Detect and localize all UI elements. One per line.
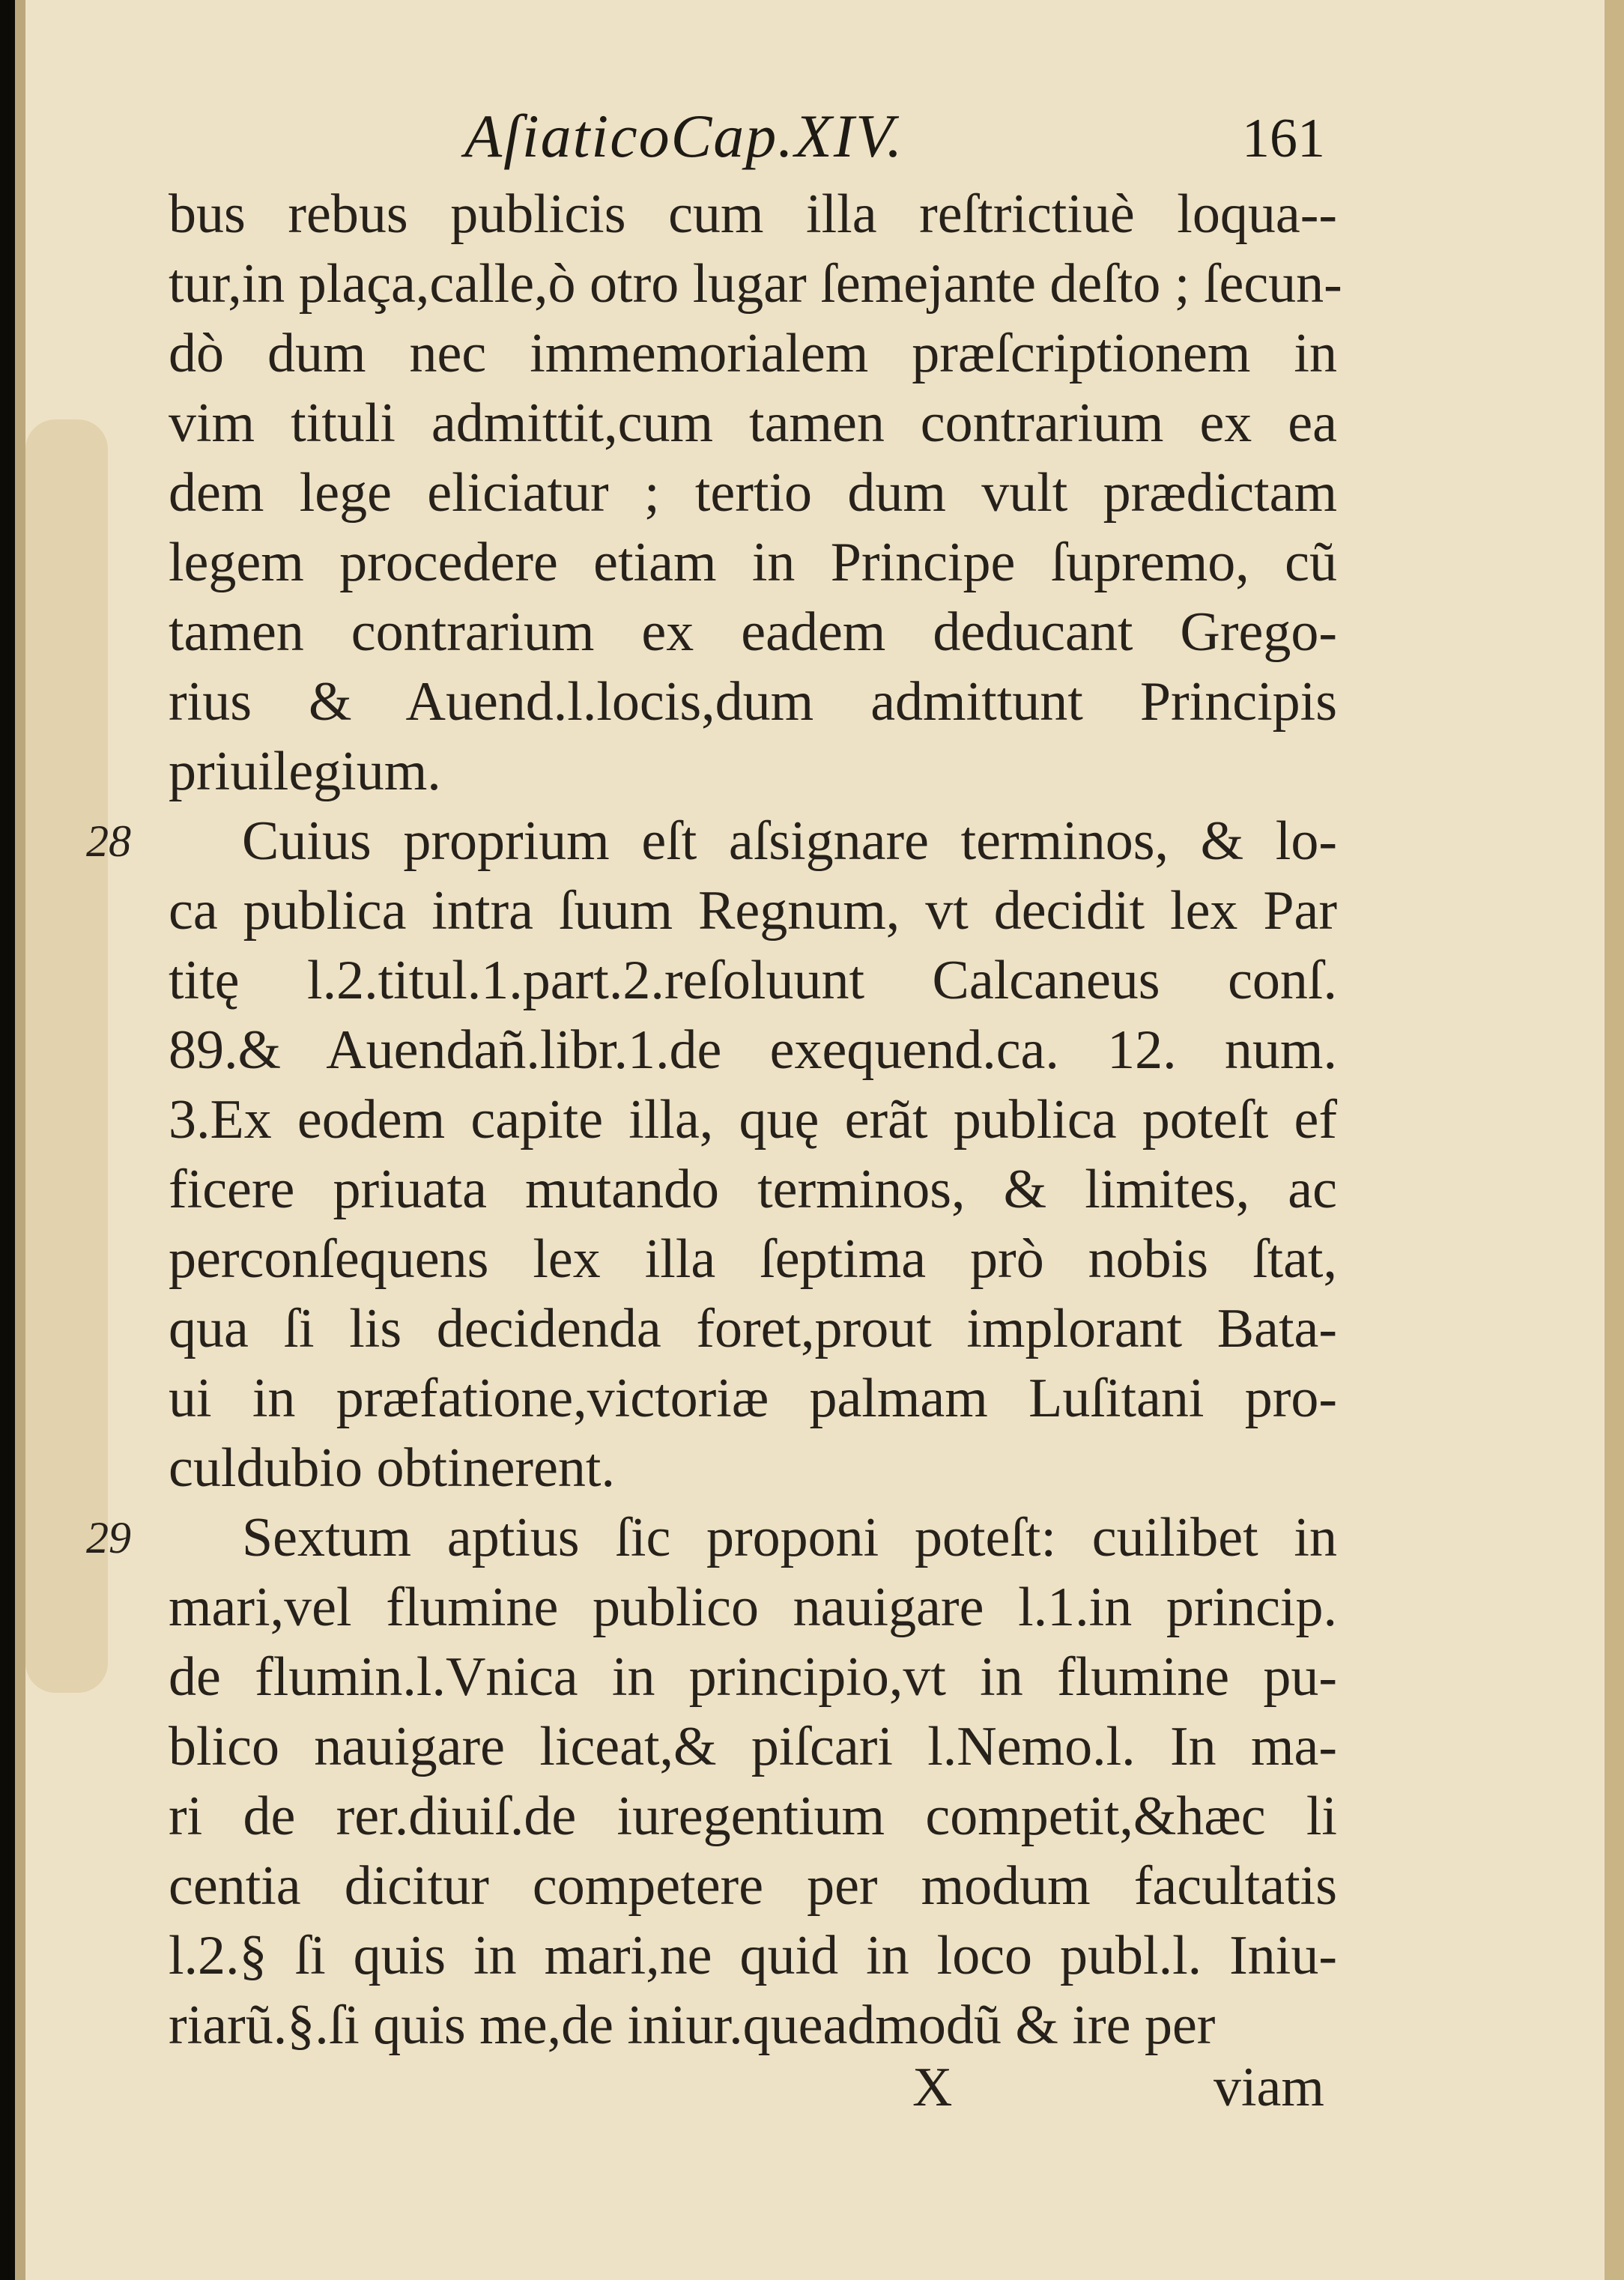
line-text: de flumin.l.Vnica in principio,vt in flumine pu- xyxy=(169,1646,1337,1708)
text-line xyxy=(169,1921,1337,1991)
line-text: blico nauigare liceat,& piſcari l.Nemo.l. In ma- xyxy=(169,1716,1337,1777)
text-line xyxy=(169,1434,1337,1503)
line-text: riarũ.§.ſi quis me,de iniur.queadmodũ & ire per xyxy=(169,1995,1216,2056)
text-line xyxy=(169,667,1337,737)
page-left-edge xyxy=(15,0,25,2280)
line-text: vim tituli admittit,cum tamen contrarium ex ea xyxy=(169,392,1337,454)
line-text: mari,vel flumine publico nauigare l.1.in princip. xyxy=(169,1577,1337,1638)
running-head: AſiaticoCap.XIV. xyxy=(464,102,904,170)
text-line xyxy=(169,1364,1337,1434)
text-line xyxy=(169,1016,1337,1085)
text-line xyxy=(169,737,1337,807)
text-line xyxy=(169,528,1337,598)
text-line xyxy=(169,1294,1337,1364)
line-text: tamen contrarium ex eadem deducant Grego- xyxy=(169,601,1337,663)
marginal-number: 29 xyxy=(86,1513,131,1562)
line-text: culdubio obtinerent. xyxy=(169,1437,615,1499)
text-line xyxy=(169,1085,1337,1155)
line-text: ri de rer.diuiſ.de iuregentium competit,&hæc li xyxy=(169,1786,1337,1847)
text-line xyxy=(169,458,1337,528)
text-line xyxy=(169,1712,1337,1782)
signature-mark: X xyxy=(912,2057,953,2118)
text-line xyxy=(86,1503,1337,1573)
page-footer xyxy=(15,2056,1624,2131)
line-text: qua ſi lis decidenda foret,prout implorant Bata- xyxy=(169,1298,1337,1359)
line-text: perconſequens lex illa ſeptima prò nobis ſtat, xyxy=(169,1228,1337,1290)
text-line xyxy=(169,1991,1337,2061)
line-text: centia dicitur competere per modum facultatis xyxy=(169,1855,1337,1917)
line-text: bus rebus publicis cum illa reſtrictiuè loqua-- xyxy=(169,184,1337,245)
line-text: Sextum aptius ſic proponi poteſt: cuilibet in xyxy=(242,1507,1337,1568)
line-text: ficere priuata mutando terminos, & limites, ac xyxy=(169,1159,1337,1220)
text-line xyxy=(169,180,1337,249)
page-stain xyxy=(25,419,108,1693)
line-text: 3.Ex eodem capite illa, quę erãt publica poteſt ef xyxy=(169,1089,1337,1150)
line-text: rius & Auend.l.locis,dum admittunt Principis xyxy=(169,671,1337,733)
line-text: dò dum nec immemorialem præſcriptionem in xyxy=(169,323,1337,384)
line-text: l.2.§ ſi quis in mari,ne quid in loco publ.l. Iniu- xyxy=(169,1925,1337,1986)
catchword: viam xyxy=(1214,2057,1324,2118)
text-line xyxy=(169,1643,1337,1712)
line-text: legem procedere etiam in Principe ſupremo, cũ xyxy=(169,532,1337,593)
text-line xyxy=(169,1573,1337,1643)
line-text: ui in præfatione,victoriæ palmam Luſitani pro- xyxy=(169,1368,1337,1429)
page-right-edge xyxy=(1605,0,1624,2280)
line-text: ca publica intra ſuum Regnum, vt decidit lex Par xyxy=(169,880,1337,942)
line-text: priuilegium. xyxy=(169,741,441,802)
folio-number: 161 xyxy=(1242,108,1325,169)
page-header xyxy=(15,94,1624,176)
line-text: 89.& Auendañ.libr.1.de exequend.ca. 12. num. xyxy=(169,1019,1337,1081)
text-line xyxy=(169,876,1337,946)
line-text: tur,in plaça,calle,ò otro lugar ſemejante deſto ; ſecun- xyxy=(169,253,1342,315)
text-line xyxy=(86,807,1337,876)
text-line xyxy=(169,946,1337,1016)
text-line xyxy=(169,1782,1337,1852)
line-text: dem lege eliciatur ; tertio dum vult prædictam xyxy=(169,462,1337,524)
text-line xyxy=(169,1852,1337,1921)
text-line xyxy=(169,1155,1337,1225)
text-block xyxy=(86,180,1342,2061)
marginal-number: 28 xyxy=(86,816,131,866)
line-text: Cuius proprium eſt aſsignare terminos, & lo- xyxy=(242,810,1337,872)
text-line xyxy=(169,598,1337,667)
text-line xyxy=(169,389,1337,458)
line-text: titę l.2.titul.1.part.2.reſoluunt Calcaneus conſ. xyxy=(169,950,1337,1011)
text-line xyxy=(169,319,1337,389)
text-line xyxy=(169,1225,1337,1294)
text-line xyxy=(169,249,1342,319)
book-page xyxy=(15,0,1624,2280)
